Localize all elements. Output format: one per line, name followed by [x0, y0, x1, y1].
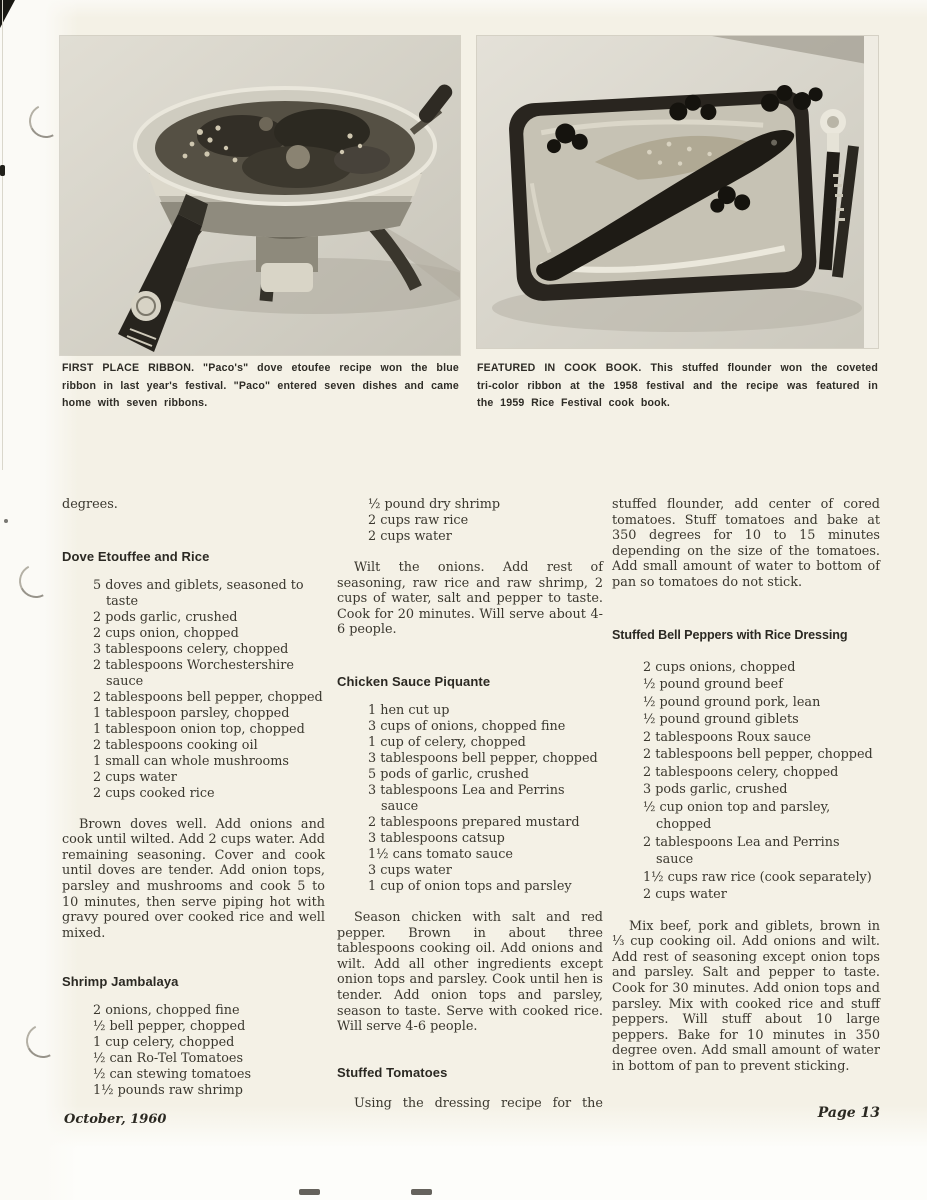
caption-right-lead: FEATURED IN COOK BOOK.	[477, 362, 642, 374]
ingredient-item: 2 tablespoons cooking oil	[93, 737, 258, 753]
ingredient-item: 2 cups onion, chopped	[93, 625, 239, 641]
ingredient-list-dove-etouffee	[62, 578, 325, 802]
ingredient-item: 1½ cups raw rice (cook separately)	[643, 869, 872, 885]
ingredient-item: 3 tablespoons celery, chopped	[93, 641, 289, 657]
ingredient-item: 1½ cans tomato sauce	[368, 846, 513, 862]
caption-left-lead: FIRST PLACE RIBBON.	[62, 362, 195, 374]
ingredient-item: 1 cup of onion tops and parsley	[368, 878, 572, 894]
ingredient-item: 1 tablespoon parsley, chopped	[93, 705, 290, 721]
ingredient-item: 1 small can whole mushrooms	[93, 753, 289, 769]
ingredient-item: 5 doves and giblets, seasoned to taste	[93, 577, 304, 609]
ingredient-item: ½ cup onion top and parsley, chopped	[643, 799, 831, 833]
ingredient-item: 3 cups of onions, chopped fine	[368, 718, 566, 734]
instructions-stuffed-tomatoes-cont: stuffed flounder, add center of cored tomatoes. Stuff tomatoes and bake at 350 degrees for 10 to 15 minutes depending on the size of the tomatoes. Add small amount of water to bottom of pan so tomatoes do not stick.	[612, 497, 880, 590]
instructions-stuffed-bell-peppers: Mix beef, pork and giblets, brown in ⅓ cup cooking oil. Add onions and wilt. Add rest of seasoning except onion tops and parsley. Salt and pepper to taste. Cook for 30 minutes. Add onion tops and parsley. Mix with cooked rice and stuff peppers. Will stuff about 10 large peppers. Bake for 10 minutes in 350 degree oven. Add small amount of water in bottom of pan to prevent sticking.	[612, 918, 880, 1074]
dove-etouffee-chafing-dish-photo	[60, 36, 460, 355]
continuation-text: degrees.	[62, 497, 118, 512]
text-column-2	[337, 497, 603, 1111]
ingredient-item: ½ can Ro-Tel Tomatoes	[93, 1051, 244, 1067]
ingredient-item: ½ pound ground beef	[643, 677, 783, 693]
ingredient-list-chicken-sauce-piquante	[337, 703, 603, 895]
ingredient-item: 2 onions, chopped fine	[93, 1003, 240, 1019]
ingredient-list-shrimp-jambalaya-cont	[337, 497, 603, 545]
ingredient-item: 2 cups water	[368, 529, 452, 544]
footer-issue-date: October, 1960	[64, 1112, 167, 1127]
photo-caption-left	[62, 360, 459, 413]
ingredient-item: 2 tablespoons prepared mustard	[368, 814, 580, 830]
scan-edge-speck-small	[4, 519, 8, 523]
ingredient-item: 2 cups raw rice	[368, 513, 469, 528]
ingredient-item: 2 tablespoons celery, chopped	[643, 764, 839, 780]
scan-edge-line	[2, 0, 3, 470]
ingredient-item: 2 tablespoons bell pepper, chopped	[93, 689, 323, 705]
ingredient-item: 1 cup of celery, chopped	[368, 734, 526, 750]
ingredient-item: 3 tablespoons Lea and Perrins sauce	[368, 782, 565, 814]
ingredient-item: ½ bell pepper, chopped	[93, 1019, 246, 1035]
caption-left-body: "Paco's" dove etoufee recipe won the blue ribbon in last year's festival. "Paco" entered seven dishes and came home with seven ribbons.	[62, 362, 459, 409]
ingredient-item: 3 pods garlic, crushed	[643, 782, 788, 798]
ingredient-item: 2 cups onions, chopped	[643, 659, 796, 675]
scan-bottom-mark-left	[299, 1189, 320, 1195]
instructions-shrimp-jambalaya: Wilt the onions. Add rest of seasoning, raw rice and raw shrimp, 2 cups of water, salt and pepper to taste. Cook for 20 minutes. Will serve about 4-6 people.	[337, 560, 603, 638]
ingredient-item: 2 cups water	[93, 769, 177, 785]
caption-right-body: This stuffed flounder won the coveted tri-color ribbon at the 1958 festival and the recipe was featured in the 1959 Rice Festival cook book.	[477, 362, 878, 409]
scan-bottom-mark-right	[411, 1189, 432, 1195]
stuffed-flounder-pan-photo	[477, 36, 878, 348]
ingredient-item: ½ pound ground pork, lean	[643, 694, 821, 710]
ingredient-item: 2 tablespoons Worchestershire sauce	[93, 657, 294, 689]
ingredient-item: ½ can stewing tomatoes	[93, 1067, 252, 1083]
ingredient-item: 2 tablespoons Lea and Perrins sauce	[643, 834, 840, 868]
recipe-title-stuffed-bell-peppers: Stuffed Bell Peppers with Rice Dressing	[612, 627, 848, 642]
ingredient-item: 3 tablespoons catsup	[368, 830, 505, 846]
scan-edge-speck	[0, 165, 5, 176]
recipe-title-dove-etouffee: Dove Etouffee and Rice	[62, 548, 210, 564]
ingredient-list-shrimp-jambalaya	[62, 1003, 325, 1099]
ingredient-item: 1½ pounds raw shrimp	[93, 1083, 243, 1099]
punch-hole-mark-bottom	[22, 1020, 65, 1063]
photo-caption-right	[477, 360, 878, 413]
recipe-title-chicken-sauce-piquante: Chicken Sauce Piquante	[337, 673, 491, 689]
ingredient-item: ½ pound dry shrimp	[368, 497, 501, 512]
ingredient-item: 1 hen cut up	[368, 702, 450, 718]
text-column-3	[612, 497, 880, 1075]
ingredient-item: 2 cups water	[643, 887, 727, 903]
ingredient-item: 2 tablespoons Roux sauce	[643, 729, 811, 745]
ingredient-item: 1 cup celery, chopped	[93, 1035, 235, 1051]
ingredient-item: ½ pound ground giblets	[643, 712, 799, 728]
ingredient-item: 1 tablespoon onion top, chopped	[93, 721, 305, 737]
ingredient-item: 3 tablespoons bell pepper, chopped	[368, 750, 598, 766]
ingredient-list-stuffed-bell-peppers	[612, 659, 880, 904]
instructions-stuffed-tomatoes-start: Using the dressing recipe for the	[354, 1095, 603, 1111]
footer-page-number: Page 13	[817, 1105, 880, 1121]
ingredient-item: 2 cups cooked rice	[93, 785, 215, 801]
instructions-chicken-sauce-piquante: Season chicken with salt and red pepper. Brown in about three tablespoons cooking oil. Add onions and wilt. Add all other ingredients except onion tops and parsley. Cook until hen is tender. Add onion tops and parsley, season to taste. Serve with cooked rice. Will serve 4-6 people.	[337, 909, 603, 1035]
punch-hole-mark-middle	[15, 560, 58, 603]
recipe-title-stuffed-tomatoes: Stuffed Tomatoes	[337, 1064, 448, 1080]
ingredient-item: 5 pods of garlic, crushed	[368, 766, 529, 782]
ingredient-item: 2 tablespoons bell pepper, chopped	[643, 747, 873, 763]
text-column-1	[62, 497, 325, 1099]
ingredient-item: 3 cups water	[368, 862, 452, 878]
recipe-title-shrimp-jambalaya: Shrimp Jambalaya	[62, 974, 179, 990]
ingredient-item: 2 pods garlic, crushed	[93, 609, 238, 625]
instructions-dove-etouffee: Brown doves well. Add onions and cook until wilted. Add 2 cups water. Add remaining seasoning. Cover and cook until doves are tender. Add onion tops, parsley and mushrooms and cook 5 to 10 minutes, then serve piping hot with gravy poured over cooked rice and well mixed.	[62, 816, 325, 941]
